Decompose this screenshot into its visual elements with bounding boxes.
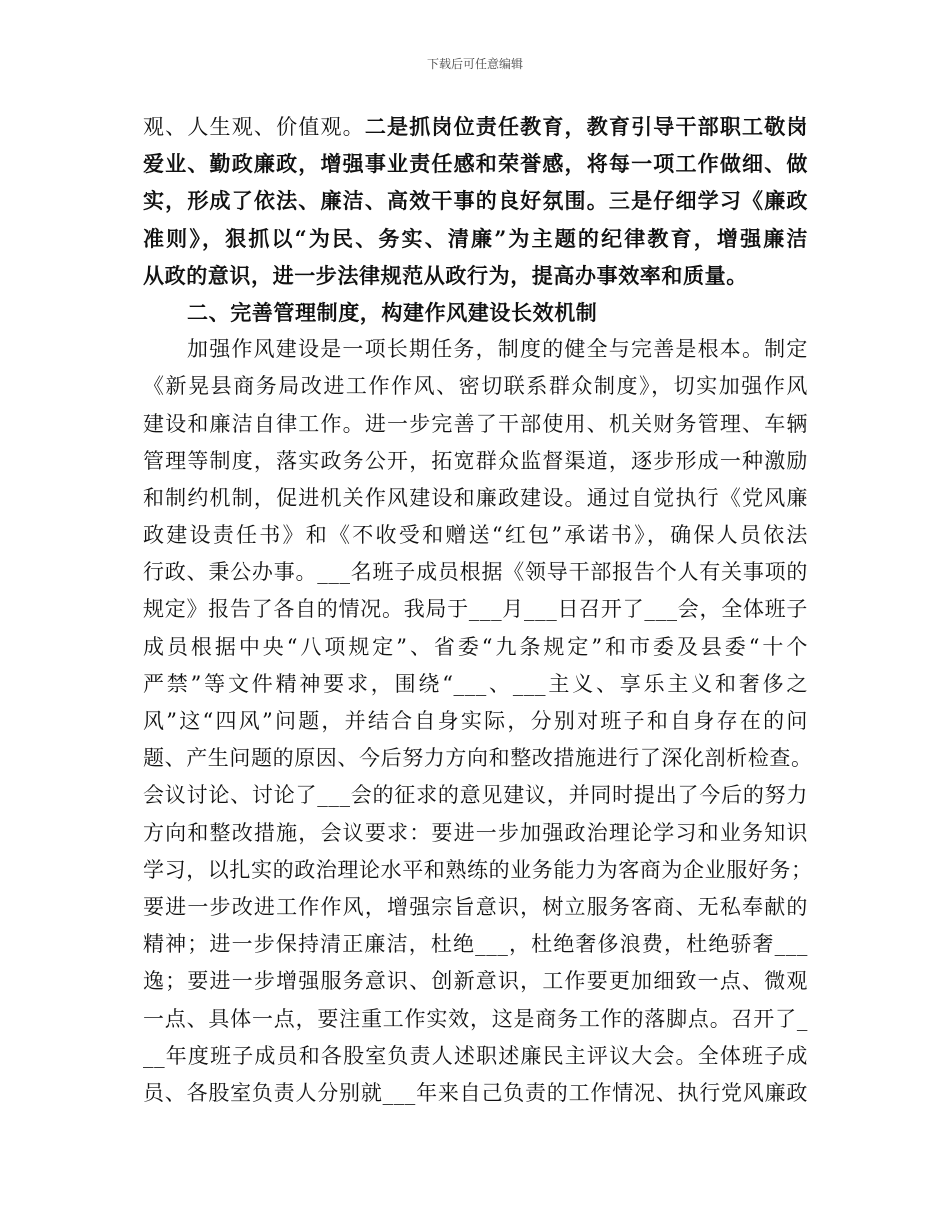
text-line: 行政、秉公办事。___名班子成员根据《领导干部报告个人有关事项的	[143, 560, 808, 585]
text-line: 和制约机制，促进机关作风建设和廉政建设。通过自觉执行《党风廉	[143, 485, 808, 510]
text-line: 要进一步改进工作作风，增强宗旨意识，树立服务客商、无私奉献的	[143, 894, 808, 919]
text-line: 《新晃县商务局改进工作作风、密切联系群众制度》，切实加强作风	[143, 374, 808, 399]
text-line: 员、各股室负责人分别就___年来自己负责的工作情况、执行党风廉政	[143, 1080, 808, 1105]
text-line: 规定》报告了各自的情况。我局于___月___日召开了___会，全体班子	[143, 597, 808, 622]
section-heading: 二、完善管理制度，构建作风建设长效机制	[187, 299, 598, 325]
text-run-bold: 二是抓岗位责任教育，教育引导干部职工敬岗	[364, 114, 809, 139]
text-line: 风”这“四风”问题，并结合自身实际，分别对班子和自身存在的问	[143, 709, 808, 733]
text-line: 爱业、勤政廉政，增强事业责任感和荣誉感，将每一项工作做细、做	[143, 151, 808, 177]
text-line: __年度班子成员和各股室负责人述职述廉民主评议大会。全体班子成	[143, 1043, 808, 1068]
text-line	[143, 108, 808, 145]
text-line: 从政的意识，进一步法律规范从政行为，提高办事效率和质量。	[143, 262, 748, 288]
page-header: 下载后可任意编辑	[426, 57, 523, 71]
text-line: 建设和廉洁自律工作。进一步完善了干部使用、机关财务管理、车辆	[143, 411, 808, 436]
text-run: 观、人生观、价值观。	[143, 115, 365, 139]
text-line: 精神；进一步保持清正廉洁，杜绝___，杜绝奢侈浪费，杜绝骄奢___	[143, 932, 808, 957]
text-line: 逸；要进一步增强服务意识、创新意识，工作要更加细致一点、微观	[143, 969, 808, 994]
text-line: 严禁”等文件精神要求，围绕“___、___主义、享乐主义和奢侈之	[143, 671, 808, 696]
text-line: 学习，以扎实的政治理论水平和熟练的业务能力为客商为企业服好务；	[143, 857, 813, 882]
text-line: 成员根据中央“八项规定”、省委“九条规定”和市委及县委“十个	[143, 634, 808, 659]
text-line: 实，形成了依法、廉洁、高效干事的良好氛围。三是仔细学习《廉政	[143, 188, 808, 214]
document-body	[143, 108, 813, 1112]
text-line: 准则》，狠抓以“为民、务实、清廉”为主题的纪律教育，增强廉洁	[143, 225, 808, 251]
text-line: 管理等制度，落实政务公开，拓宽群众监督渠道，逐步形成一种激励	[143, 448, 808, 473]
text-line: 题、产生问题的原因、今后努力方向和整改措施进行了深化剖析检查。	[143, 746, 813, 771]
text-line: 加强作风建设是一项长期任务，制度的健全与完善是根本。制定	[187, 337, 808, 362]
text-line: 会议讨论、讨论了___会的征求的意见建议，并同时提出了今后的努力	[143, 783, 808, 808]
text-line: 政建设责任书》和《不收受和赠送“红包”承诺书》，确保人员依法	[143, 523, 808, 548]
text-line: 一点、具体一点，要注重工作实效，这是商务工作的落脚点。召开了_	[143, 1006, 808, 1031]
text-line: 方向和整改措施，会议要求：要进一步加强政治理论学习和业务知识	[143, 820, 808, 845]
